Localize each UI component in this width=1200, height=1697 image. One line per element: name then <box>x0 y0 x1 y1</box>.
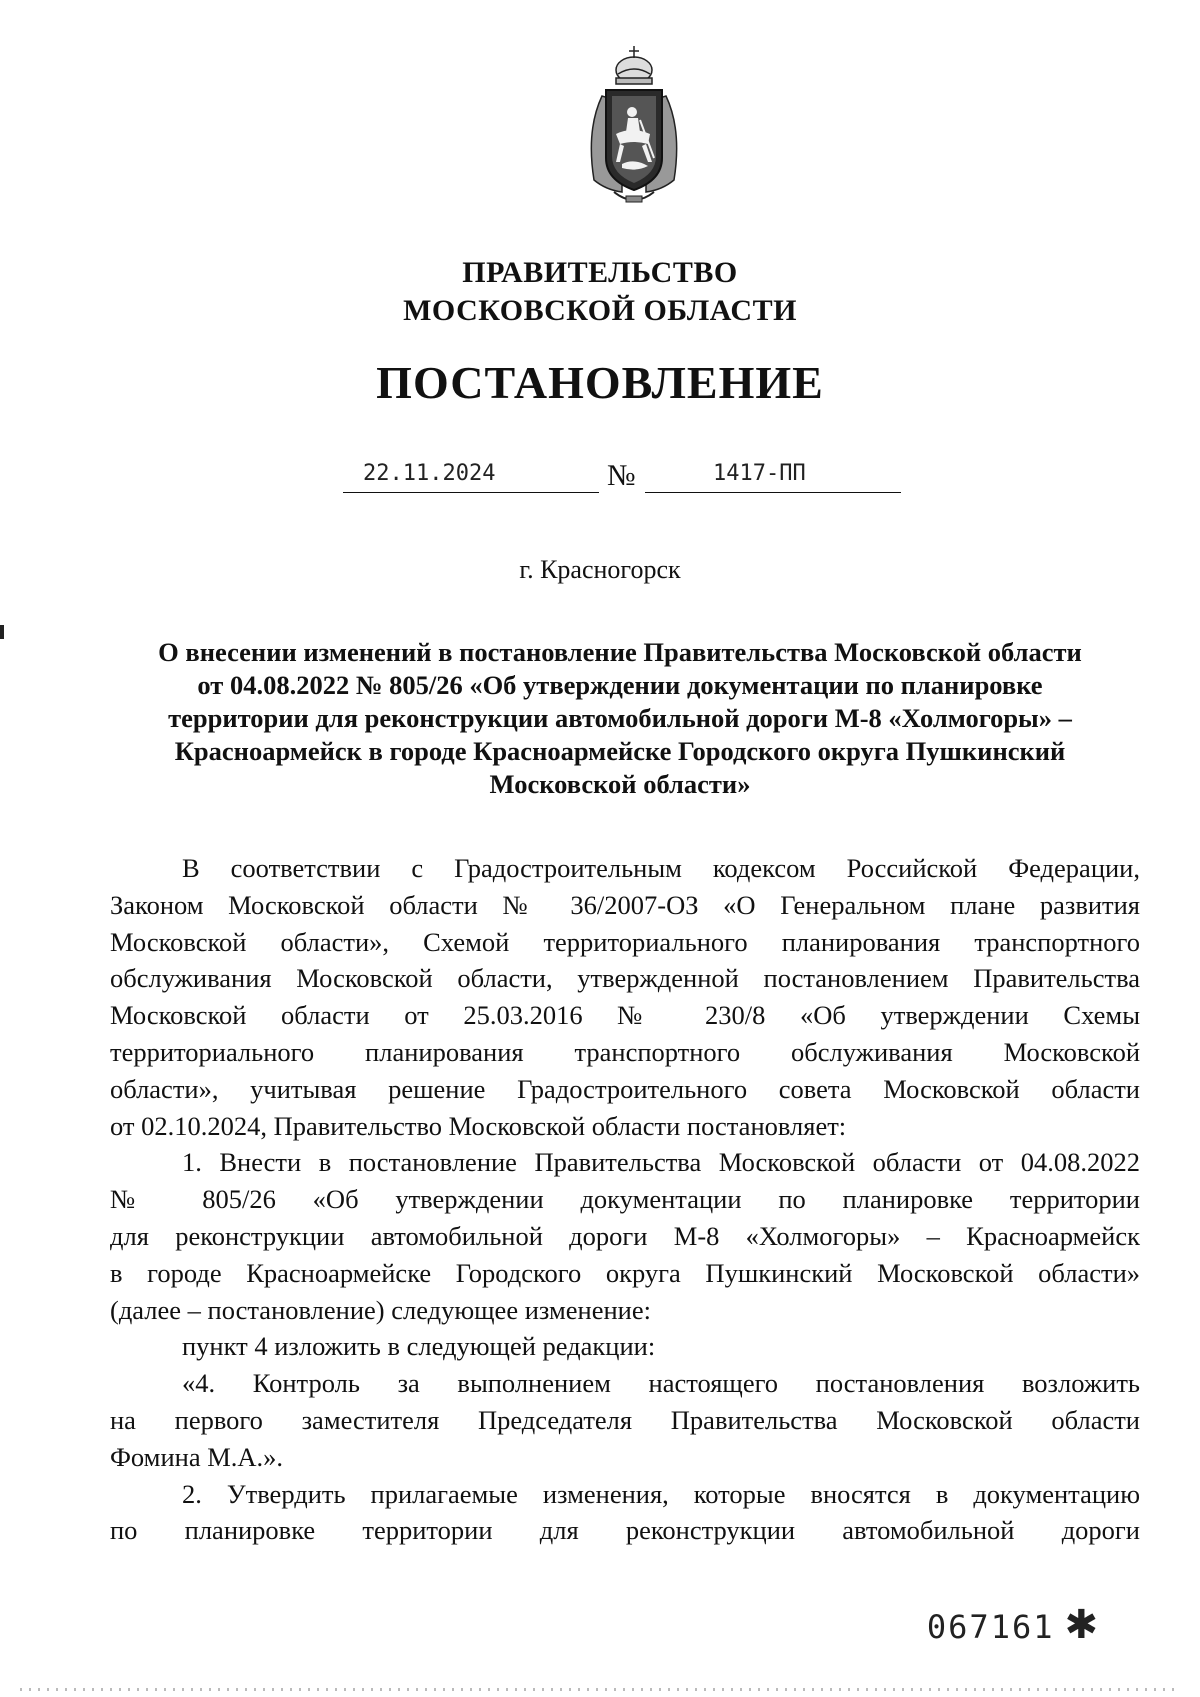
organization-name-line1: ПРАВИТЕЛЬСТВО <box>462 256 738 289</box>
body-line: по планировке территории для реконструкции автомобильной дороги <box>110 1515 1140 1546</box>
scan-bottom-dots <box>20 1688 1180 1691</box>
body-line: в городе Красноармейске Городского округа Пушкинский Московской области» <box>110 1257 1140 1288</box>
document-date: 22.11.2024 <box>363 461 496 486</box>
body-line: пункт 4 изложить в следующей редакции: <box>182 1331 656 1362</box>
body-line: для реконструкции автомобильной дороги М-8 «Холмогоры» – Красноармейск <box>110 1220 1140 1251</box>
body-line: Фомина М.А.». <box>110 1441 284 1472</box>
title-line: Московской области» <box>489 769 751 799</box>
body-line: В соответствии с Градостроительным кодексом Российской Федерации, <box>182 853 1140 883</box>
document-number: 1417-ПП <box>713 461 806 486</box>
document-date-field <box>343 452 599 493</box>
document-title <box>110 636 1130 801</box>
body-line: 2. Утвердить прилагаемые изменения, которые вносятся в документацию <box>182 1478 1140 1509</box>
serial-number-footer <box>927 1602 1100 1648</box>
body-line: Законом Московской области № 36/2007-ОЗ «О Генеральном плане развития <box>110 889 1140 920</box>
asterisk-mark-icon: ✱ <box>1064 1602 1100 1648</box>
title-line: Красноармейск в городе Красноармейске Городского округа Пушкинский <box>174 736 1066 766</box>
body-line: обслуживания Московской области, утвержденной постановлением Правительства <box>110 963 1140 994</box>
title-line: О внесении изменений в постановление Правительства Московской области <box>158 637 1082 667</box>
document-body <box>110 850 1140 1549</box>
title-line: от 04.08.2022 № 805/26 «Об утверждении документации по планировке <box>197 670 1043 700</box>
city-of-issue: г. Красногорск <box>519 555 681 584</box>
document-number-field <box>645 452 901 493</box>
body-line: Московской области от 25.03.2016 № 230/8 «Об утверждении Схемы <box>110 1000 1140 1031</box>
body-line: области», учитывая решение Градостроительного совета Московской области <box>110 1073 1140 1104</box>
title-line: территории для реконструкции автомобильной дороги М-8 «Холмогоры» – <box>168 703 1072 733</box>
body-line: (далее – постановление) следующее изменение: <box>110 1294 651 1325</box>
body-line: Московской области», Схемой территориального планирования транспортного <box>110 926 1140 957</box>
body-line: территориального планирования транспортного обслуживания Московской <box>110 1036 1140 1067</box>
number-sign: № <box>607 459 636 492</box>
document-type-title: ПОСТАНОВЛЕНИЕ <box>376 357 824 408</box>
organization-name-line2: МОСКОВСКОЙ ОБЛАСТИ <box>403 294 797 327</box>
scan-edge-mark <box>0 625 4 639</box>
body-line: от 02.10.2024, Правительство Московской области постановляет: <box>110 1110 847 1141</box>
serial-number: 067161 <box>926 1608 1055 1646</box>
coat-of-arms-emblem <box>566 40 702 212</box>
body-line: «4. Контроль за выполнением настоящего постановления возложить <box>182 1368 1140 1399</box>
body-line: на первого заместителя Председателя Правительства Московской области <box>110 1404 1140 1435</box>
body-line: № 805/26 «Об утверждении документации по планировке территории <box>110 1184 1140 1215</box>
body-line: 1. Внести в постановление Правительства Московской области от 04.08.2022 <box>182 1147 1140 1178</box>
